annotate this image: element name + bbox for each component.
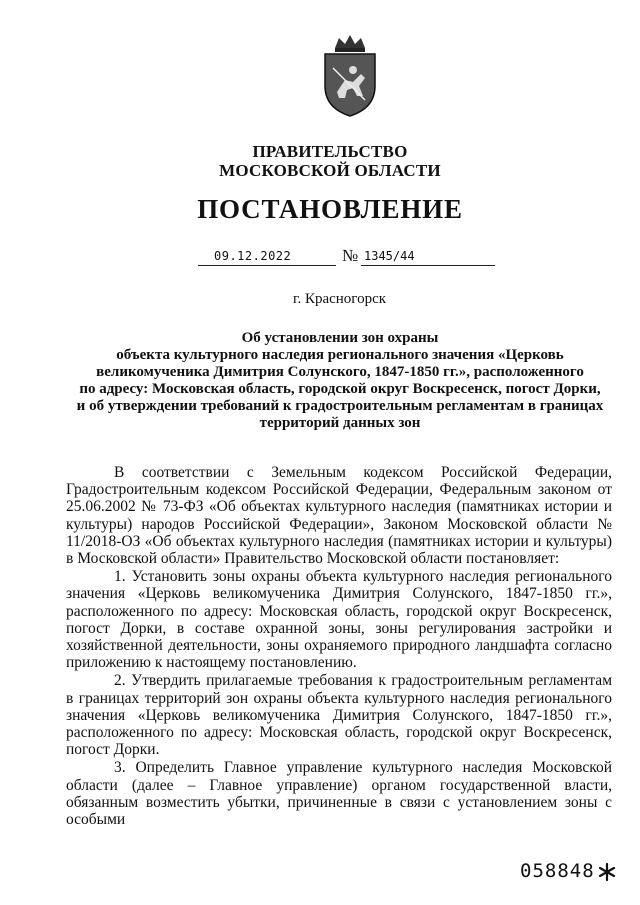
subject-line: территорий данных зон [259,415,421,431]
document-date: 09.12.2022 [214,249,292,263]
item-1-paragraph: 1. Установить зоны охраны объекта культурного наследия регионального значения «Церковь великомученика Димитрия Солунского, 1847-1850 гг.», расположенного по адресу: Московская область, городской округ Воскресенск, погост Дорки, в составе охранной зоны, зоны регулирования застройки и хозяйственной деятельности, зоны охраняемого природного ландшафта согласно приложению к настоящему постановлению. [66,568,612,672]
registration-line [198,246,498,270]
number-sign: № [342,246,359,265]
item-2-paragraph: 2. Утвердить прилагаемые требования к градостроительным регламентам в границах территорий зон охраны объекта культурного наследия регионального значения «Церковь великомученика Димитрия Солунского, 1847-1850 гг.», расположенного по адресу: Московская область, городской округ Воскресенск, погост Дорки. [66,672,612,759]
preamble-paragraph: В соответствии с Земельным кодексом Российской Федерации, Градостроительным кодексом Российской Федерации, Федеральным законом от 25.06.2002 № 73-ФЗ «Об объектах культурного наследия (памятниках истории и культуры) народов Российской Федерации», Законом Московской области № 11/2018-ОЗ «Об объектах культурного наследия (памятниках истории и культуры) в Московской области» Правительство Московской области постановляет: [66,464,612,568]
document-body [66,464,612,829]
asterisk-star-icon [597,862,617,882]
subject-line: и об утверждении требований к градостроительным регламентам в границах [76,398,604,414]
subject-line: Об установлении зон охраны [241,330,439,346]
number-underline [361,265,495,266]
coat-of-arms-icon [317,34,383,118]
subject-line: великомученика Димитрия Солунского, 1847-1850 гг.», расположенного [96,364,584,380]
government-title-line1: ПРАВИТЕЛЬСТВО [252,142,408,161]
document-number: 1345/44 [364,249,415,263]
item-3-paragraph: 3. Определить Главное управление культурного наследия Московской области (далее – Главное управление) органом государственной власти, обязанным возместить убытки, причиненные в связи с установлением зоны с особыми [66,759,612,829]
government-title-line2: МОСКОВСКОЙ ОБЛАСТИ [219,161,441,180]
subject-line: объекта культурного наследия регионального значения «Церковь [116,347,564,363]
subject-line: по адресу: Московская область, городской округ Воскресенск, погост Дорки, [79,381,601,397]
date-underline [198,265,336,266]
document-type-heading: ПОСТАНОВЛЕНИЕ [197,194,463,224]
serial-number: 058848 [520,860,595,882]
document-subject [60,330,620,432]
city-line: г. Красногорск [293,291,387,307]
